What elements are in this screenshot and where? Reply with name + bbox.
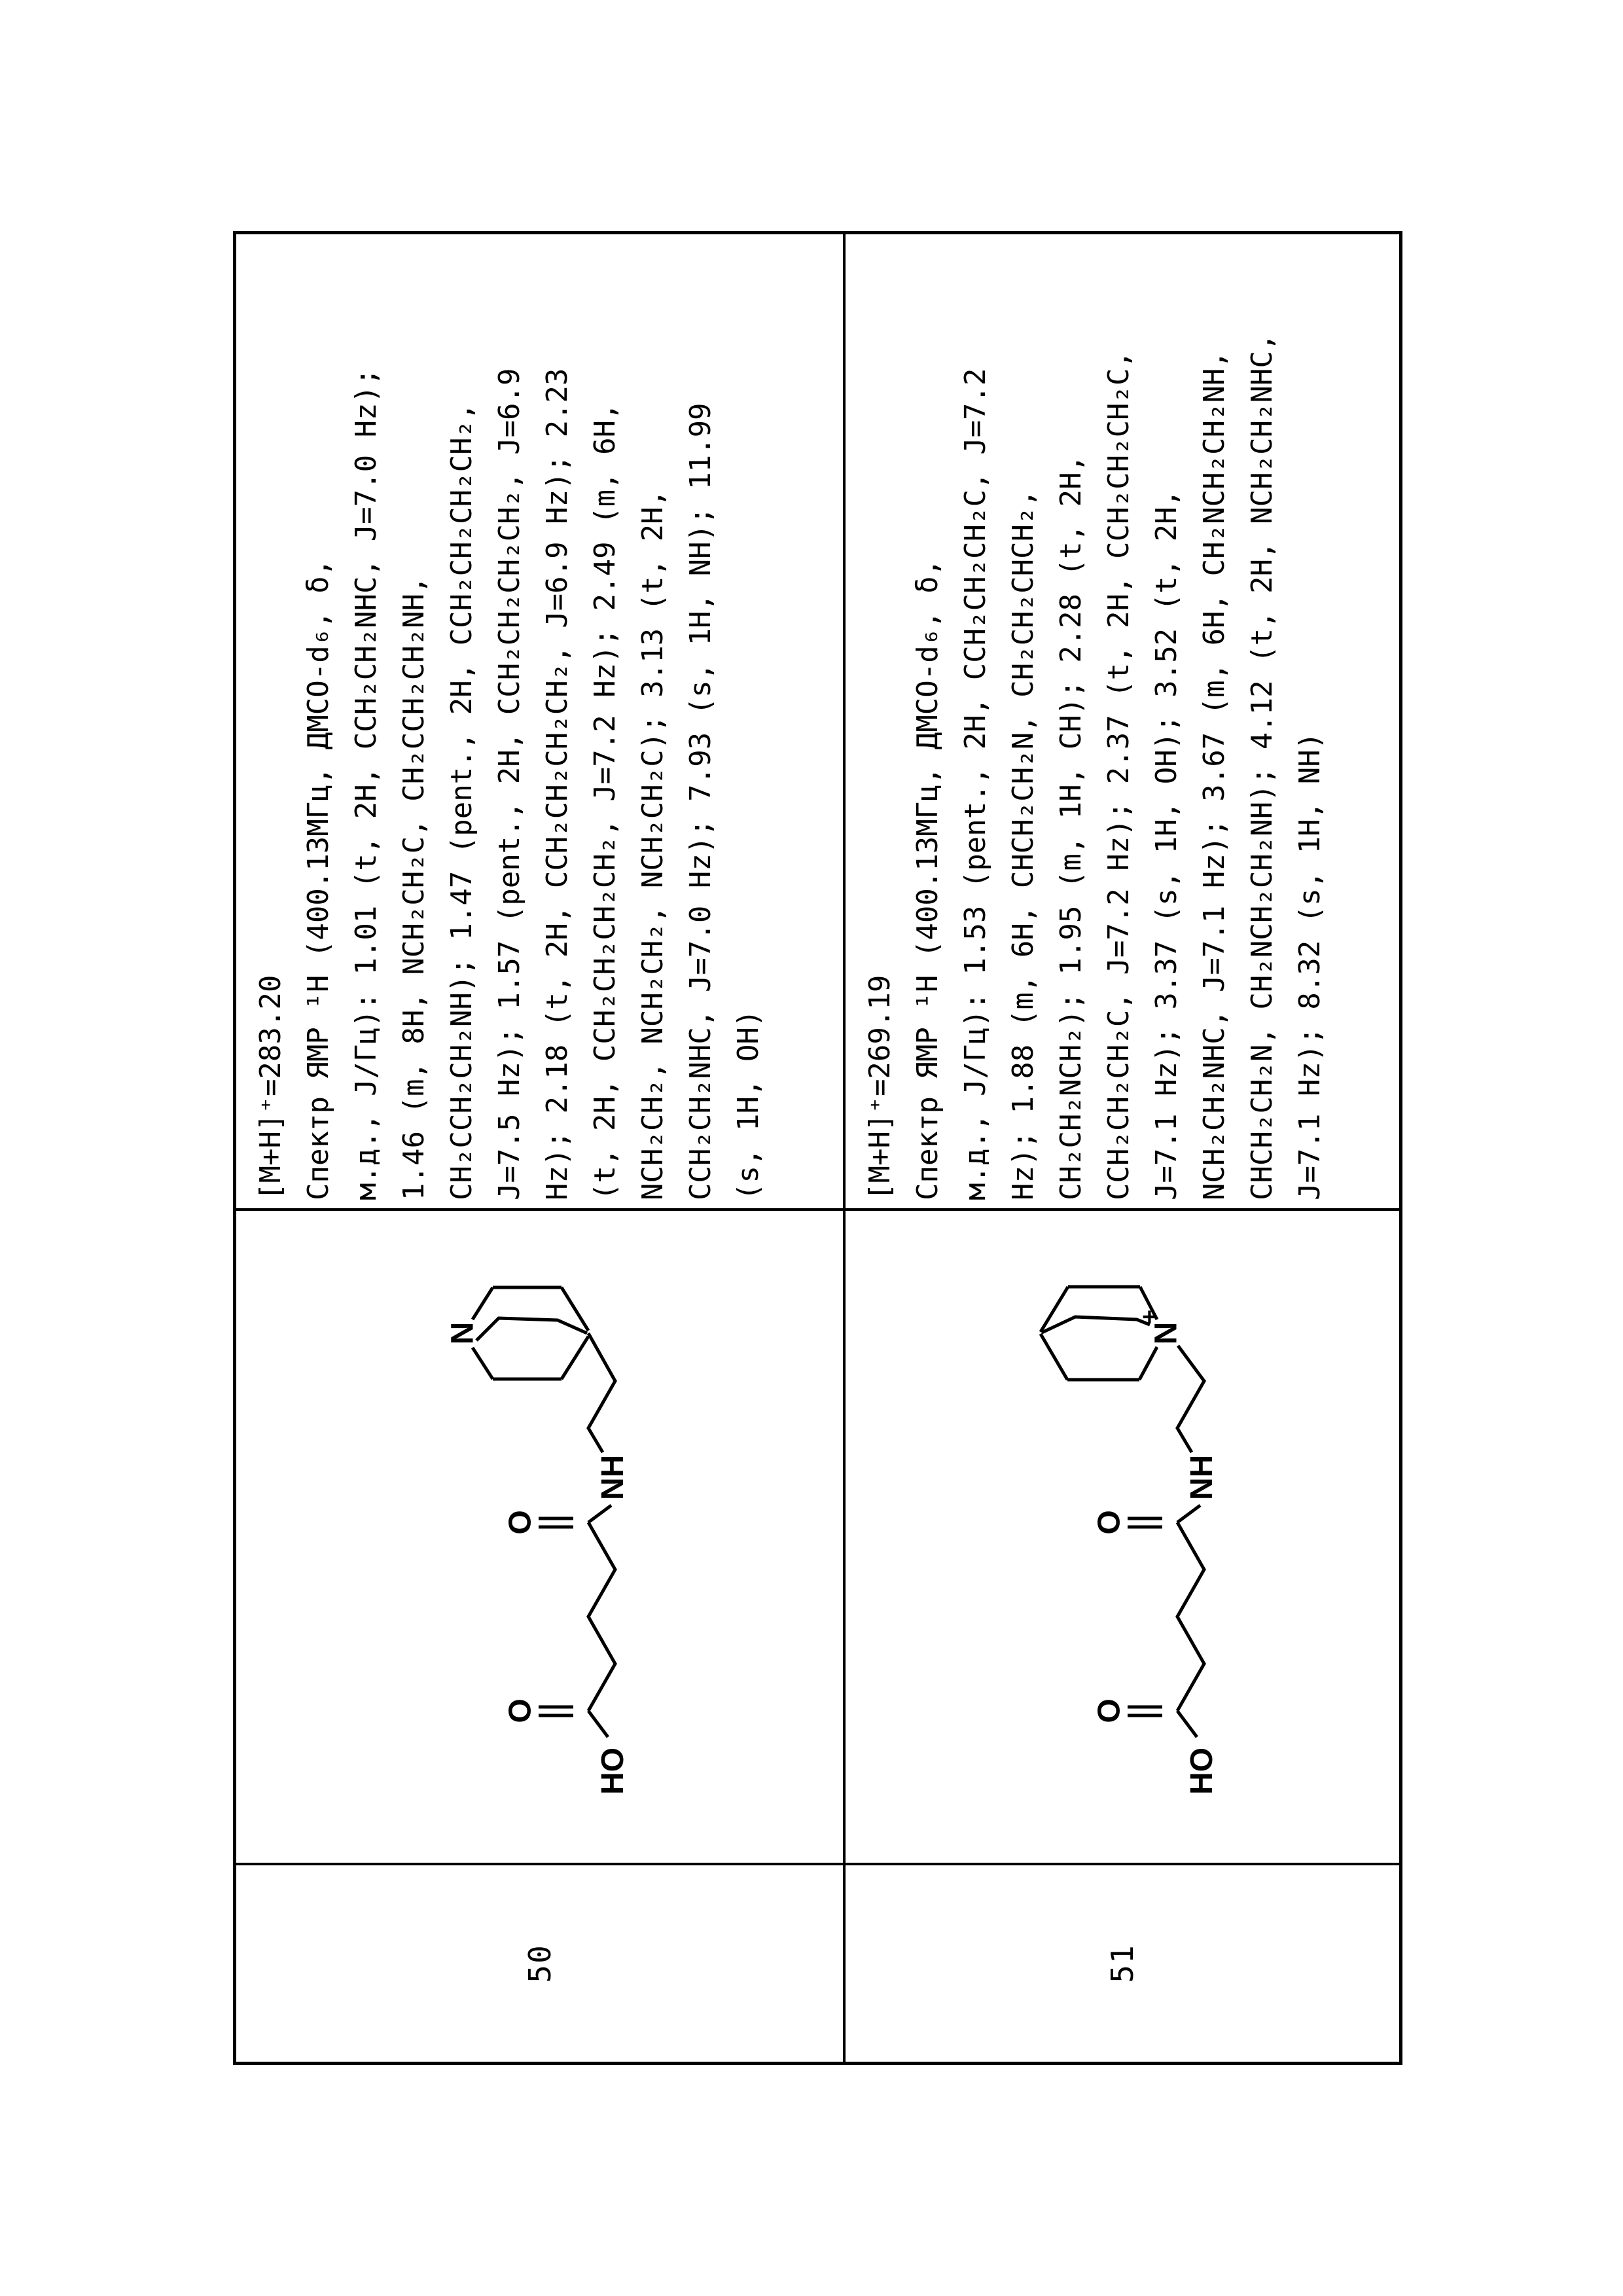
bond (588, 1711, 608, 1737)
nmr-text-50: [M+H]⁺=283.20 Спектр ЯМР ¹H (400.13МГц, ДМСО-d₆, δ, м.д., J/Гц): 1.01 (t, 2H, CCH₂CH₂NHC, J=7.0 Hz); 1.46 (m, 8H, NCH₂CH₂C, CH₂CCH₂CH₂NH, CH₂CCH₂CH₂NH); 1.47 (pent., 2H, CCH₂CH₂CH₂CH₂, J=7.5 Hz); 1.57 (pent., 2H, CCH₂CH₂CH₂CH₂, J=6.9 Hz); 2.18 (t, 2H, CCH₂CH₂CH₂CH₂, J=6.9 Hz); 2.23 (t, 2H, CCH₂CH₂CH₂CH₂, J=7.2 Hz); 2.49 (m, 6H, NCH₂CH₂, NCH₂CH₂, NCH₂CH₂C); 3.13 (t, 2H, CCH₂CH₂NHC, J=7.0 Hz); 7.93 (s, 1H, NH); 11.99 (s, 1H, OH) (254, 368, 765, 1200)
row-number-51: 51 (1105, 1944, 1140, 1983)
plus-charge-label: + (1136, 1309, 1164, 1325)
chain-bond (588, 1522, 615, 1711)
row-number-50: 50 (522, 1944, 558, 1983)
structure-diagram-51 (1021, 1244, 1302, 1833)
bond (588, 1505, 611, 1522)
acid-oxygen-label: O (1092, 1698, 1127, 1723)
nmr-text-cell-50 (236, 234, 846, 1208)
chain-bond (1177, 1522, 1204, 1711)
carbonyl-oxygen-label: O (1092, 1510, 1127, 1535)
hydroxyl-label: HO (1185, 1748, 1219, 1795)
bond (1177, 1711, 1197, 1737)
bond (473, 1348, 493, 1379)
row-number-cell-51 (846, 1863, 1399, 2062)
carbonyl-oxygen-label: O (503, 1510, 538, 1535)
nmr-text-cell-51 (846, 234, 1399, 1208)
bridge-bond (1042, 1317, 1150, 1333)
structure-diagram-50 (393, 1244, 674, 1833)
bond (1177, 1505, 1200, 1522)
nitrogen-label: N (445, 1321, 480, 1345)
acid-oxygen-label: O (503, 1698, 538, 1723)
nmr-text-51: [M+H]⁺=269.19 Спектр ЯМР ¹H (400.13МГц, ДМСО-d₆, δ, м.д., J/Гц): 1.53 (pent., 2H, CCH₂CH₂CH₂C, J=7.2 Hz); 1.88 (m, 6H, CHCH₂CH₂N, CH₂CH₂CHCH₂, CH₂CH₂NCH₂); 1.95 (m, 1H, CH); 2.28 (t, 2H, CCH₂CH₂CH₂C, J=7.2 Hz); 2.37 (t, 2H, CCH₂CH₂CH₂C, J=7.1 Hz); 3.37 (s, 1H, OH); 3.52 (t, 2H, NCH₂CH₂NHC, J=7.1 Hz); 3.67 (m, 6H, CH₂NCH₂CH₂NH, CHCH₂CH₂N, CH₂NCH₂CH₂NH); 4.12 (t, 2H, NCH₂CH₂NHC, J=7.1 Hz); 8.32 (s, 1H, NH) (863, 333, 1327, 1200)
hydroxyl-label: HO (596, 1748, 630, 1795)
chain-bond (1177, 1346, 1204, 1452)
bond (562, 1336, 588, 1379)
nitrogen-label: N (1149, 1321, 1184, 1345)
chain-bond (588, 1333, 615, 1452)
bond (1041, 1334, 1067, 1380)
bond (473, 1287, 493, 1319)
amide-nh-label: NH (1185, 1454, 1219, 1500)
bridge-bond (476, 1318, 587, 1340)
bond (1139, 1347, 1157, 1380)
amide-nh-label: NH (596, 1454, 630, 1500)
row-number-cell-50 (236, 1863, 846, 2062)
